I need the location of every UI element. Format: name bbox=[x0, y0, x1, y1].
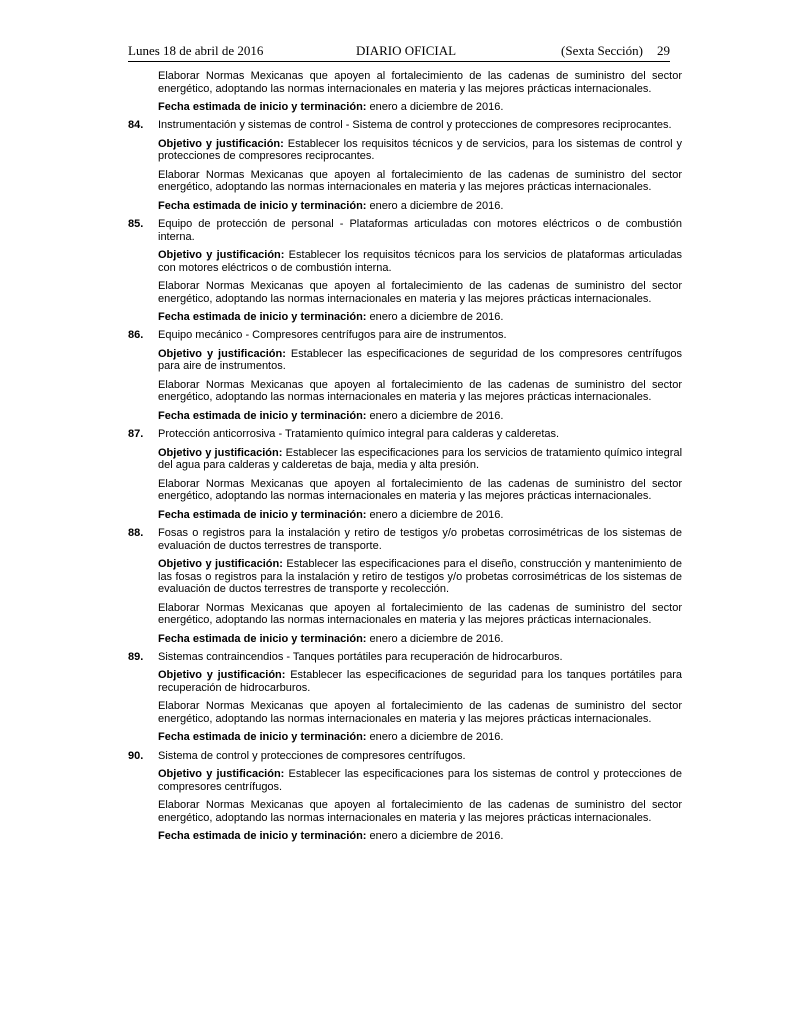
header-publication: DIARIO OFICIAL bbox=[356, 43, 457, 58]
objetivo-paragraph bbox=[158, 348, 682, 373]
item-title: Sistema de control y protecciones de compresores centrífugos. bbox=[158, 749, 466, 762]
fecha-paragraph bbox=[158, 410, 682, 423]
item-heading bbox=[128, 651, 682, 664]
objetivo-text: Establecer las especificaciones de seguridad de los compresores centrífugos para aire de instrumentos. bbox=[158, 347, 683, 373]
elaborar-paragraph bbox=[158, 70, 682, 95]
fecha-value: enero a diciembre de 2016. bbox=[366, 632, 504, 645]
item-number: 84. bbox=[128, 119, 144, 132]
fecha-label: Fecha estimada de inicio y terminación: bbox=[158, 731, 367, 744]
item-title: Equipo de protección de personal - Plataformas articuladas con motores eléctricos o de combustión interna. bbox=[158, 218, 682, 243]
item-number: 85. bbox=[128, 218, 144, 231]
elaborar-text: Elaborar Normas Mexicanas que apoyen al fortalecimiento de las cadenas de suministro del sector energético, adoptando las normas internacionales en materia y las mejores prácticas internacionales. bbox=[158, 378, 682, 404]
fecha-value: enero a diciembre de 2016. bbox=[366, 199, 504, 212]
item-title: Instrumentación y sistemas de control - Sistema de control y protecciones de compresores reciprocantes. bbox=[158, 119, 672, 132]
header-section-page bbox=[561, 43, 670, 59]
item-heading bbox=[128, 428, 682, 441]
objetivo-text: Establecer los requisitos técnicos y de servicios, para los sistemas de control y protecciones de compresores reciprocantes. bbox=[158, 137, 683, 163]
page-header bbox=[128, 43, 670, 62]
fecha-label: Fecha estimada de inicio y terminación: bbox=[158, 199, 367, 212]
objetivo-text: Establecer las especificaciones de seguridad para los tanques portátiles para recuperación de hidrocarburos. bbox=[158, 669, 683, 694]
elaborar-paragraph bbox=[158, 169, 682, 194]
objetivo-label: Objetivo y justificación: bbox=[158, 347, 286, 360]
fecha-value: enero a diciembre de 2016. bbox=[366, 311, 504, 324]
elaborar-paragraph bbox=[158, 379, 682, 404]
fecha-paragraph bbox=[158, 200, 682, 213]
objetivo-paragraph bbox=[158, 249, 682, 274]
fecha-value: enero a diciembre de 2016. bbox=[366, 409, 504, 422]
elaborar-text: Elaborar Normas Mexicanas que apoyen al fortalecimiento de las cadenas de suministro del sector energético, adoptando las normas internacionales en materia y las mejores prácticas internacionales. bbox=[158, 601, 682, 627]
elaborar-text: Elaborar Normas Mexicanas que apoyen al fortalecimiento de las cadenas de suministro del sector energético, adoptando las normas internacionales en materia y las mejores prácticas internacionales. bbox=[158, 799, 682, 824]
fecha-value: enero a diciembre de 2016. bbox=[366, 508, 504, 521]
page-number: 29 bbox=[657, 43, 670, 58]
fecha-paragraph bbox=[158, 731, 682, 744]
fecha-value: enero a diciembre de 2016. bbox=[366, 100, 504, 113]
header-date: Lunes 18 de abril de 2016 bbox=[128, 43, 264, 58]
item-number: 89. bbox=[128, 650, 144, 663]
fecha-paragraph bbox=[158, 311, 682, 324]
elaborar-paragraph bbox=[158, 478, 682, 503]
objetivo-text: Establecer los requisitos técnicos para los servicios de plataformas articuladas con motores eléctricos o de combustión interna. bbox=[158, 249, 682, 274]
item-heading bbox=[128, 329, 682, 342]
fecha-label: Fecha estimada de inicio y terminación: bbox=[158, 409, 367, 422]
objetivo-text: Establecer las especificaciones para los servicios de tratamiento químico integral del agua para calderas y calderetas de baja, media y alta presión. bbox=[158, 446, 683, 472]
item-heading bbox=[128, 218, 682, 243]
fecha-paragraph bbox=[158, 633, 682, 646]
objetivo-paragraph bbox=[158, 447, 682, 472]
elaborar-text: Elaborar Normas Mexicanas que apoyen al fortalecimiento de las cadenas de suministro del sector energético, adoptando las normas internacionales en materia y las mejores prácticas internacionales. bbox=[158, 700, 682, 725]
item-title: Protección anticorrosiva - Tratamiento químico integral para calderas y calderetas. bbox=[158, 428, 560, 441]
objetivo-label: Objetivo y justificación: bbox=[158, 669, 286, 682]
item-heading bbox=[128, 119, 682, 132]
objetivo-paragraph bbox=[158, 669, 682, 694]
fecha-value: enero a diciembre de 2016. bbox=[366, 830, 504, 843]
item-number: 88. bbox=[128, 526, 144, 539]
fecha-paragraph bbox=[158, 830, 682, 843]
elaborar-paragraph bbox=[158, 280, 682, 305]
fecha-label: Fecha estimada de inicio y terminación: bbox=[158, 100, 367, 113]
elaborar-text: Elaborar Normas Mexicanas que apoyen al fortalecimiento de las cadenas de suministro del sector energético, adoptando las normas internacionales en materia y las mejores prácticas internacionales. bbox=[158, 168, 682, 194]
item-title: Sistemas contraincendios - Tanques portátiles para recuperación de hidrocarburos. bbox=[158, 650, 563, 663]
elaborar-paragraph bbox=[158, 602, 682, 627]
item-number: 90. bbox=[128, 749, 144, 762]
objetivo-paragraph bbox=[158, 768, 682, 793]
objetivo-label: Objetivo y justificación: bbox=[158, 137, 284, 150]
item-number: 87. bbox=[128, 428, 144, 441]
objetivo-paragraph bbox=[158, 558, 682, 596]
objetivo-label: Objetivo y justificación: bbox=[158, 768, 285, 781]
elaborar-text: Elaborar Normas Mexicanas que apoyen al fortalecimiento de las cadenas de suministro del sector energético, adoptando las normas internacionales en materia y las mejores prácticas internacionales. bbox=[158, 477, 682, 503]
objetivo-text: Establecer las especificaciones para el diseño, construcción y mantenimiento de las fosas o registros para la instalación y retiro de testigos y/o probetas corrosimétricas de los sistemas de evaluación de ductos terrestres de transporte y recolección. bbox=[158, 557, 682, 596]
elaborar-text: Elaborar Normas Mexicanas que apoyen al fortalecimiento de las cadenas de suministro del sector energético, adoptando las normas internacionales en materia y las mejores prácticas internacionales. bbox=[158, 280, 682, 305]
item-number: 86. bbox=[128, 329, 144, 342]
objetivo-label: Objetivo y justificación: bbox=[158, 557, 283, 570]
fecha-paragraph bbox=[158, 101, 682, 114]
document-body bbox=[128, 70, 682, 848]
fecha-label: Fecha estimada de inicio y terminación: bbox=[158, 508, 367, 521]
item-heading bbox=[128, 527, 682, 552]
item-title: Equipo mecánico - Compresores centrífugos para aire de instrumentos. bbox=[158, 329, 507, 342]
fecha-label: Fecha estimada de inicio y terminación: bbox=[158, 830, 367, 843]
fecha-label: Fecha estimada de inicio y terminación: bbox=[158, 311, 367, 324]
objetivo-text: Establecer las especificaciones para los sistemas de control y protecciones de compresores centrífugos. bbox=[158, 768, 682, 793]
header-section: (Sexta Sección) bbox=[561, 43, 643, 58]
elaborar-paragraph bbox=[158, 799, 682, 824]
item-heading bbox=[128, 750, 682, 763]
objetivo-paragraph bbox=[158, 138, 682, 163]
objetivo-label: Objetivo y justificación: bbox=[158, 249, 285, 262]
elaborar-text: Elaborar Normas Mexicanas que apoyen al fortalecimiento de las cadenas de suministro del sector energético, adoptando las normas internacionales en materia y las mejores prácticas internacionales. bbox=[158, 70, 682, 95]
elaborar-paragraph bbox=[158, 700, 682, 725]
fecha-paragraph bbox=[158, 509, 682, 522]
item-title: Fosas o registros para la instalación y retiro de testigos y/o probetas corrosimétricas de los sistemas de evaluación de ductos terrestres de transporte. bbox=[158, 526, 682, 552]
fecha-value: enero a diciembre de 2016. bbox=[366, 731, 504, 744]
objetivo-label: Objetivo y justificación: bbox=[158, 446, 283, 459]
fecha-label: Fecha estimada de inicio y terminación: bbox=[158, 632, 367, 645]
